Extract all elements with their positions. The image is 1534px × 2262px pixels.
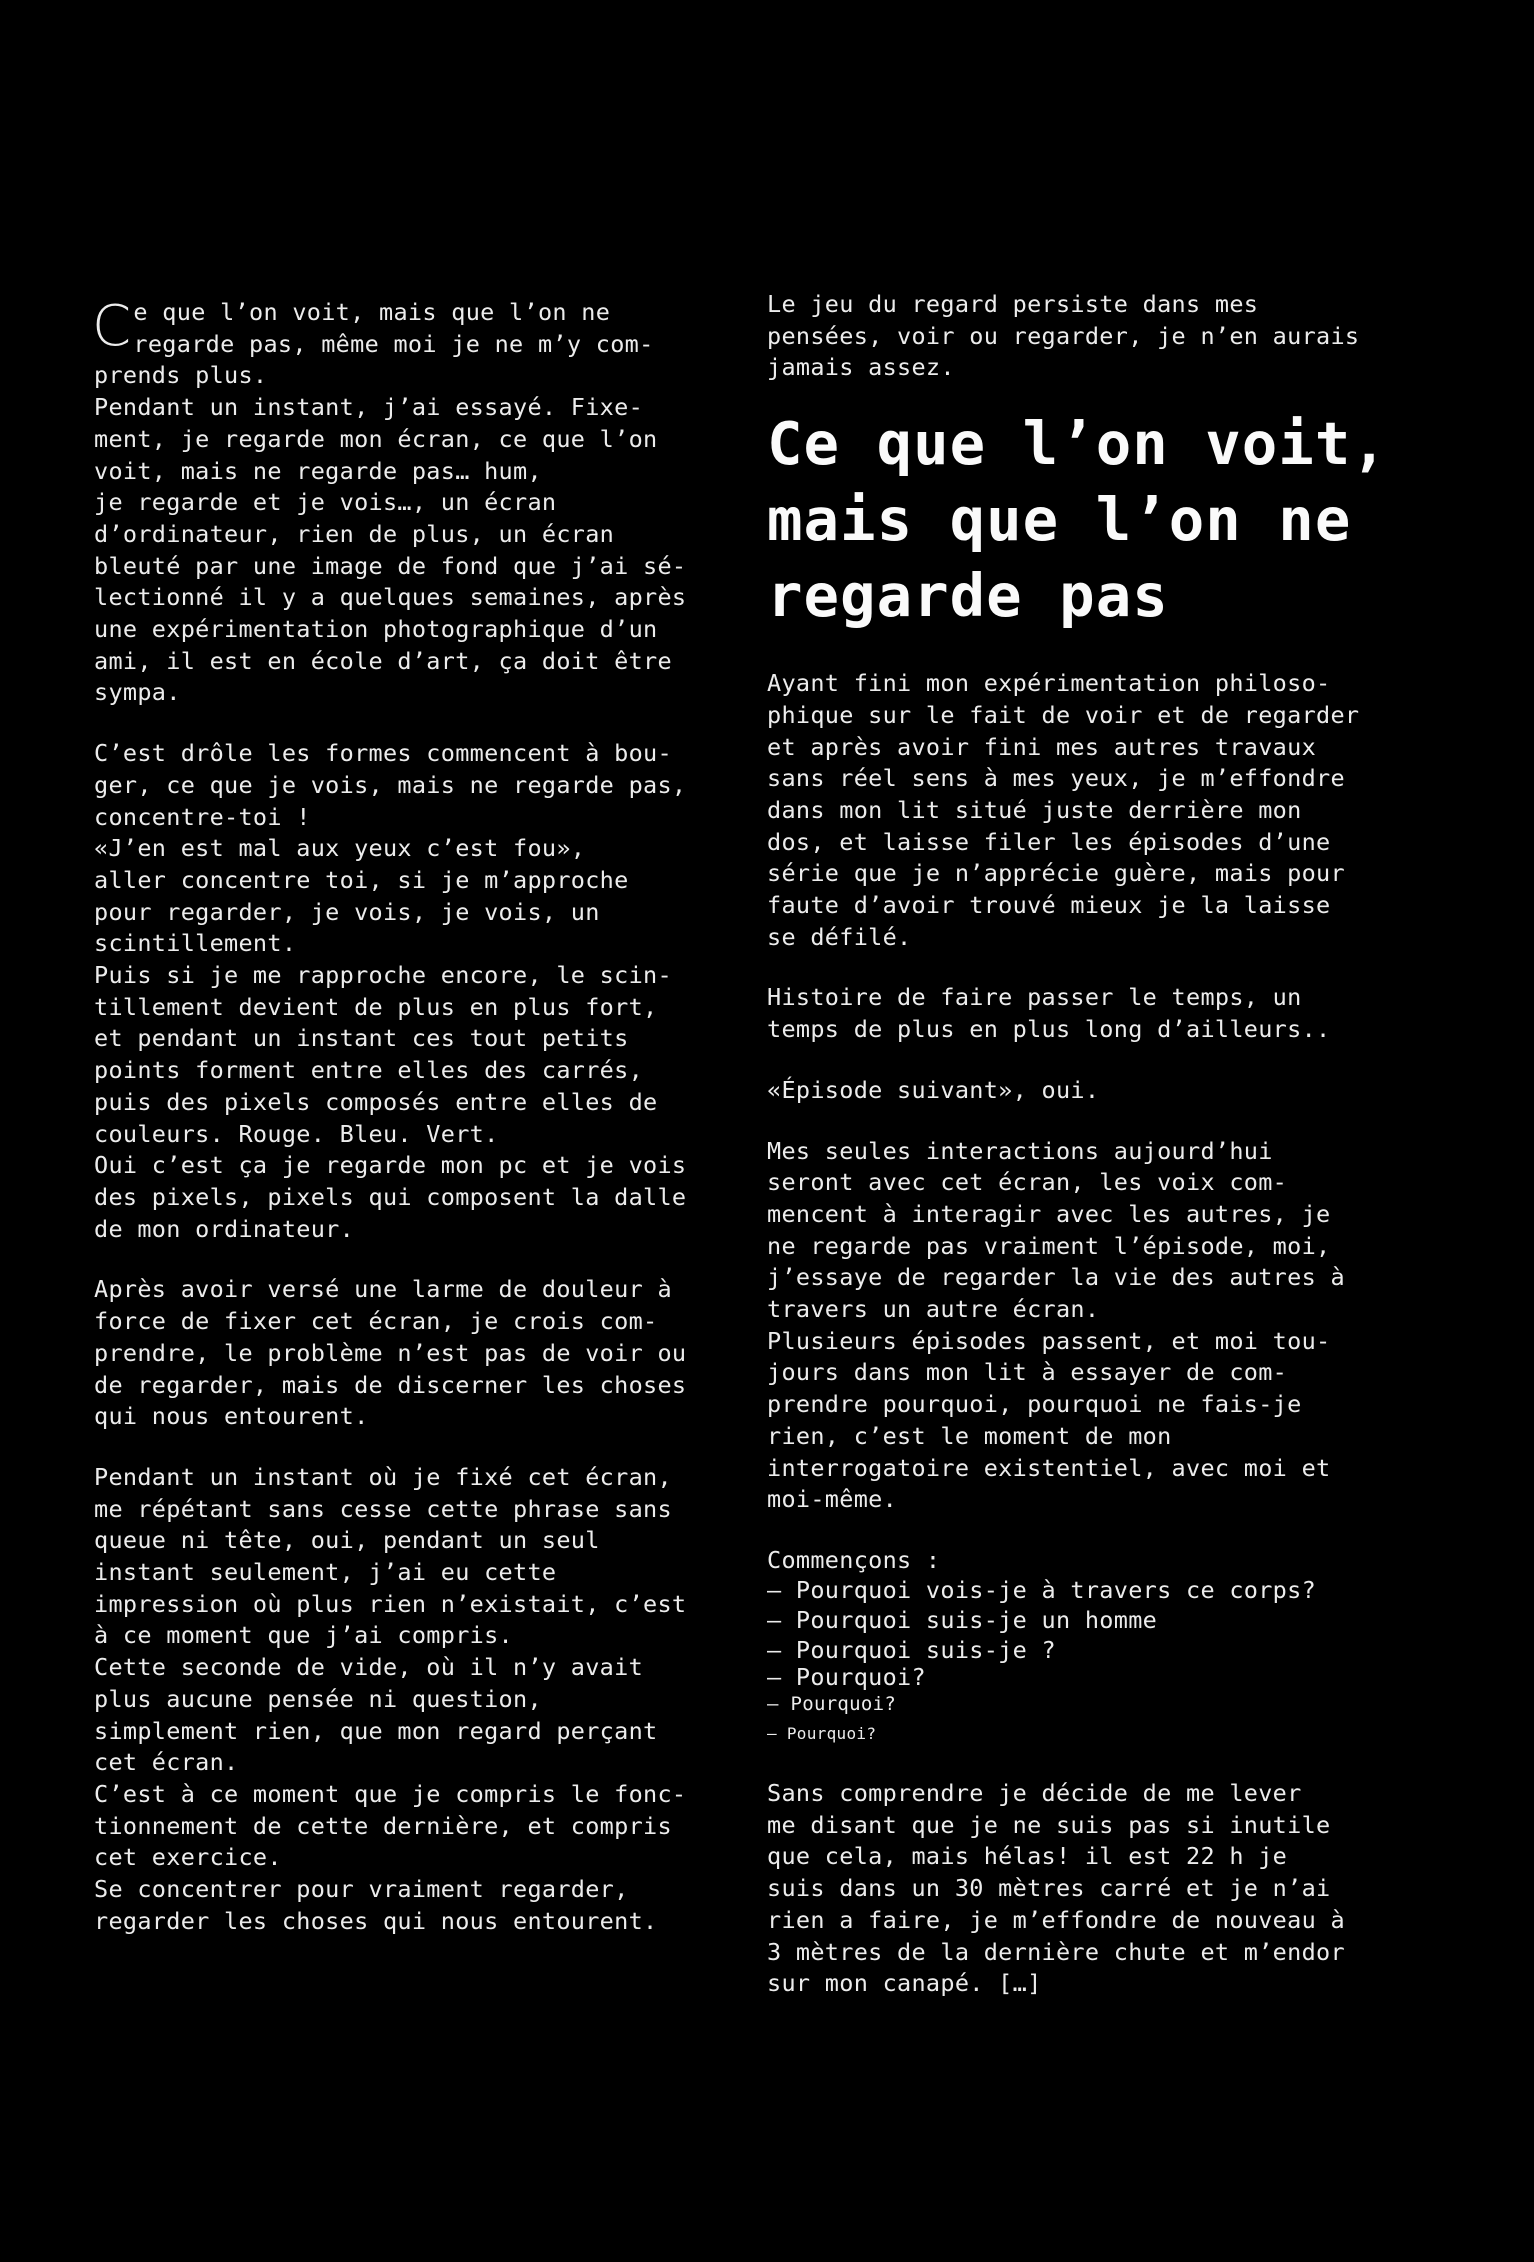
left-paragraph-3	[94, 1274, 754, 1433]
text-line: rien, c’est le moment de mon	[767, 1421, 1172, 1450]
list-item: – Pourquoi?	[767, 1662, 926, 1691]
text-line: instant seulement, j’ai eu cette	[94, 1558, 557, 1587]
text-line: de regarder, mais de discerner les choses	[94, 1370, 687, 1399]
text-line: cet exercice.	[94, 1843, 282, 1872]
text-line: sympa.	[94, 678, 181, 707]
text-line: ger, ce que je vois, mais ne regarde pas,	[94, 770, 687, 799]
text-line: C’est à ce moment que je compris le fonc-	[94, 1779, 687, 1808]
text-line: jours dans mon lit à essayer de com-	[767, 1358, 1288, 1387]
text-line: tillement devient de plus en plus fort,	[94, 992, 658, 1021]
headline-line: mais que l’on ne	[767, 485, 1352, 555]
text-line: dans mon lit situé juste derrière mon	[767, 795, 1302, 824]
text-line: me répétant sans cesse cette phrase sans	[94, 1494, 672, 1523]
text-line: e que l’on voit, mais que l’on ne	[133, 298, 611, 326]
text-line: queue ni tête, oui, pendant un seul	[94, 1526, 600, 1555]
text-line: Cette seconde de vide, où il n’y avait	[94, 1653, 644, 1682]
text-line: simplement rien, que mon regard perçant	[94, 1716, 658, 1745]
text-line: une expérimentation photographique d’un	[94, 615, 658, 644]
list-heading: Commençons :	[767, 1545, 941, 1574]
text-line: prends plus.	[94, 361, 268, 390]
left-column	[92, 294, 754, 1937]
headline-line: regarde pas	[767, 561, 1169, 631]
text-line: Mes seules interactions aujourd’hui	[767, 1136, 1273, 1165]
text-line: moi-même.	[767, 1485, 898, 1514]
text-line: mencent à interagir avec les autres, je	[767, 1199, 1331, 1228]
text-line: Se concentrer pour vraiment regarder,	[94, 1875, 629, 1904]
text-line: voit, mais ne regarde pas… hum,	[94, 456, 542, 485]
text-line: Histoire de faire passer le temps, un	[767, 983, 1302, 1012]
text-line: ne regarde pas vraiment l’épisode, moi,	[767, 1231, 1331, 1260]
text-line: travers un autre écran.	[767, 1295, 1100, 1324]
text-line: jamais assez.	[767, 353, 955, 382]
text-line: pensées, voir ou regarder, je n’en aurais	[767, 321, 1360, 350]
text-line: que cela, mais hélas! il est 22 h je	[767, 1842, 1288, 1871]
list-item: – Pourquoi suis-je ?	[767, 1635, 1056, 1664]
text-line: interrogatoire existentiel, avec moi et	[767, 1453, 1331, 1482]
text-line: regarde pas, même moi je ne m’y com-	[133, 329, 654, 358]
text-line: «J’en est mal aux yeux c’est fou»,	[94, 834, 586, 863]
text-line: suis dans un 30 mètres carré et je n’ai	[767, 1874, 1331, 1903]
list-item: – Pourquoi suis-je un homme	[767, 1605, 1158, 1634]
text-line: prendre pourquoi, pourquoi ne fais-je	[767, 1390, 1302, 1419]
right-column	[767, 289, 1427, 2000]
text-line: dos, et laisse filer les épisodes d’une	[767, 827, 1331, 856]
questions-list	[767, 1545, 1427, 1749]
text-line: pour regarder, je vois, je vois, un	[94, 897, 600, 926]
text-line: C’est drôle les formes commencent à bou-	[94, 739, 672, 768]
list-item: – Pourquoi vois-je à travers ce corps?	[767, 1575, 1317, 1604]
text-line: phique sur le fait de voir et de regarder	[767, 700, 1360, 729]
text-line: de mon ordinateur.	[94, 1214, 355, 1243]
right-intro	[767, 289, 1427, 384]
text-line: Ayant fini mon expérimentation philoso-	[767, 669, 1331, 698]
text-line: j’essaye de regarder la vie des autres à	[767, 1263, 1345, 1292]
text-line: et après avoir fini mes autres travaux	[767, 732, 1317, 761]
text-line: série que je n’apprécie guère, mais pour	[767, 859, 1345, 888]
text-line: points forment entre elles des carrés,	[94, 1056, 644, 1085]
right-paragraph-2	[767, 982, 1427, 1045]
text-line: lectionné il y a quelques semaines, après	[94, 583, 687, 612]
text-line: à ce moment que j’ai compris.	[94, 1621, 513, 1650]
text-line: 3 mètres de la dernière chute et m’endor	[767, 1937, 1345, 1966]
text-line: scintillement.	[94, 929, 297, 958]
right-closing-paragraph	[767, 1778, 1427, 2000]
text-line: force de fixer cet écran, je crois com-	[94, 1307, 658, 1336]
text-line: sans réel sens à mes yeux, je m’effondre	[767, 764, 1345, 793]
text-line: prendre, le problème n’est pas de voir ou	[94, 1338, 687, 1367]
text-line: bleuté par une image de fond que j’ai sé-	[94, 551, 687, 580]
list-item-small: – Pourquoi?	[767, 1692, 897, 1715]
text-line: Sans comprendre je décide de me lever	[767, 1778, 1302, 1807]
text-line: ment, je regarde mon écran, ce que l’on	[94, 424, 658, 453]
text-line: Pendant un instant où je fixé cet écran,	[94, 1462, 672, 1491]
text-line: seront avec cet écran, les voix com-	[767, 1168, 1288, 1197]
list-item-smaller: – Pourquoi?	[767, 1723, 877, 1743]
text-line: «Épisode suivant», oui.	[767, 1075, 1100, 1104]
text-line: qui nous entourent.	[94, 1402, 369, 1431]
text-line: regarder les choses qui nous entourent.	[94, 1906, 658, 1935]
left-paragraph-2	[94, 738, 754, 1245]
text-line: impression où plus rien n’existait, c’est	[94, 1589, 687, 1618]
text-line: tionnement de cette dernière, et compris	[94, 1811, 672, 1840]
left-paragraph-1	[92, 294, 754, 709]
text-line: des pixels, pixels qui composent la dalle	[94, 1182, 687, 1211]
text-line: et pendant un instant ces tout petits	[94, 1024, 629, 1053]
text-line: Le jeu du regard persiste dans mes	[767, 290, 1259, 318]
headline-line: Ce que l’on voit,	[767, 409, 1388, 479]
text-line: plus aucune pensée ni question,	[94, 1684, 542, 1713]
text-line: concentre-toi !	[94, 802, 311, 831]
article-headline	[767, 406, 1427, 634]
drop-cap: C	[92, 294, 132, 359]
text-line: cet écran.	[94, 1748, 239, 1777]
left-paragraph-4	[94, 1462, 754, 1938]
text-line: puis des pixels composés entre elles de	[94, 1087, 658, 1116]
right-paragraph-3	[767, 1075, 1427, 1107]
text-line: se défilé.	[767, 922, 912, 951]
right-paragraph-4	[767, 1136, 1427, 1516]
text-line: aller concentre toi, si je m’approche	[94, 865, 629, 894]
text-line: Oui c’est ça je regarde mon pc et je vois	[94, 1151, 687, 1180]
text-line: me disant que je ne suis pas si inutile	[767, 1810, 1331, 1839]
text-line: temps de plus en plus long d’ailleurs..	[767, 1015, 1331, 1044]
text-line: Plusieurs épisodes passent, et moi tou-	[767, 1326, 1331, 1355]
text-line: d’ordinateur, rien de plus, un écran	[94, 519, 615, 548]
right-paragraph-1	[767, 668, 1427, 953]
text-line: ami, il est en école d’art, ça doit être	[94, 646, 672, 675]
text-line: Puis si je me rapproche encore, le scin-	[94, 961, 672, 990]
text-line: Après avoir versé une larme de douleur à	[94, 1275, 672, 1304]
text-line: rien a faire, je m’effondre de nouveau à	[767, 1905, 1345, 1934]
text-line: Pendant un instant, j’ai essayé. Fixe-	[94, 393, 644, 422]
text-line: je regarde et je vois…, un écran	[94, 488, 557, 517]
text-line: faute d’avoir trouvé mieux je la laisse	[767, 891, 1331, 920]
text-line: couleurs. Rouge. Bleu. Vert.	[94, 1119, 499, 1148]
text-line: sur mon canapé. […]	[767, 1969, 1042, 1998]
